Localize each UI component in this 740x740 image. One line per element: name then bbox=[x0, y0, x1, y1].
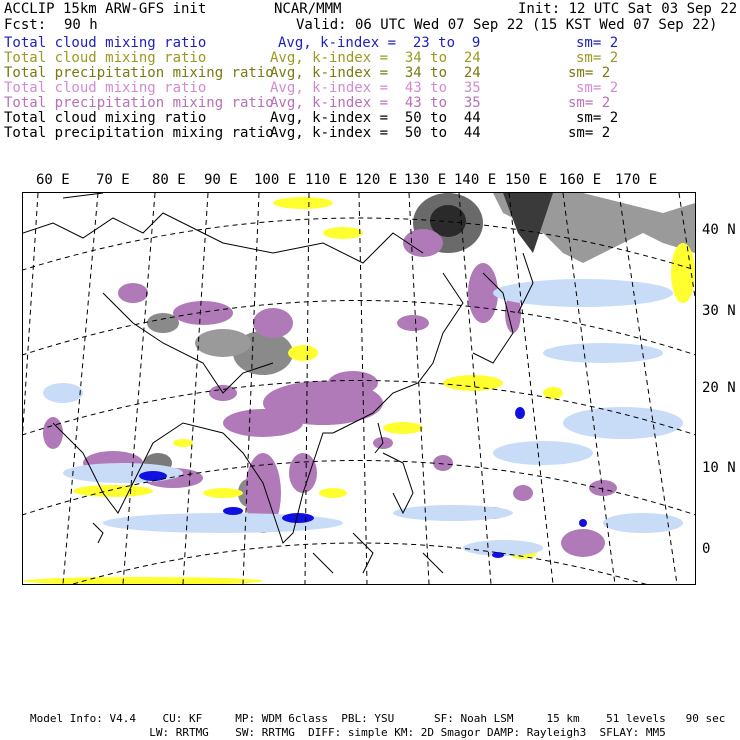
legend-smoothing: sm= 2 bbox=[576, 110, 619, 126]
lat-label: 40 N bbox=[702, 222, 736, 238]
map-panel[interactable] bbox=[22, 192, 696, 585]
forecast-label: Fcst: bbox=[4, 17, 47, 33]
legend-avg: Avg, k-index = 34 to 24 bbox=[270, 65, 481, 81]
legend-avg: Avg, k-index = 50 to 44 bbox=[270, 125, 481, 141]
model-info-line2: LW: RRTMG SW: RRTMG DIFF: simple KM: 2D Smagor DAMP: Rayleigh3 SFLAY: MM5 bbox=[30, 726, 666, 739]
legend-field: Total precipitation mixing ratio bbox=[4, 95, 274, 111]
legend-field: Total cloud mixing ratio bbox=[4, 50, 207, 66]
model-info-line1: Model Info: V4.4 CU: KF MP: WDM 6class PBL: YSU SF: Noah LSM 15 km 51 levels 90 sec bbox=[30, 712, 726, 725]
lon-label: 110 E bbox=[305, 172, 348, 188]
lon-label: 80 E bbox=[152, 172, 186, 188]
lat-label: 0 bbox=[702, 541, 711, 557]
legend-smoothing: sm= 2 bbox=[576, 80, 619, 96]
legend-field: Total cloud mixing ratio bbox=[4, 110, 207, 126]
legend-smoothing: sm= 2 bbox=[568, 125, 611, 141]
lon-label: 120 E bbox=[355, 172, 398, 188]
model-title: ACCLIP 15km ARW-GFS init bbox=[4, 1, 207, 17]
legend-field: Total cloud mixing ratio bbox=[4, 35, 207, 51]
legend-smoothing: sm= 2 bbox=[568, 65, 611, 81]
init-time: Init: 12 UTC Sat 03 Sep 22 bbox=[518, 1, 738, 17]
lon-label: 90 E bbox=[204, 172, 238, 188]
legend-avg: Avg, k-index = 50 to 44 bbox=[270, 110, 481, 126]
map-canvas bbox=[23, 193, 695, 584]
lon-label: 170 E bbox=[615, 172, 658, 188]
lat-label: 30 N bbox=[702, 303, 736, 319]
legend-field: Total cloud mixing ratio bbox=[4, 80, 207, 96]
lat-label: 20 N bbox=[702, 380, 736, 396]
legend-smoothing: sm= 2 bbox=[576, 35, 619, 51]
legend-avg: Avg, k-index = 34 to 24 bbox=[270, 50, 481, 66]
lon-label: 100 E bbox=[254, 172, 297, 188]
lon-label: 140 E bbox=[454, 172, 497, 188]
legend-field: Total precipitation mixing ratio bbox=[4, 125, 274, 141]
lon-label: 130 E bbox=[404, 172, 447, 188]
cloud-field-blue bbox=[139, 407, 587, 558]
lon-label: 70 E bbox=[96, 172, 130, 188]
legend-avg: Avg, k-index = 43 to 35 bbox=[270, 95, 481, 111]
valid-time: Valid: 06 UTC Wed 07 Sep 22 (15 KST Wed 07 Sep 22) bbox=[296, 17, 718, 33]
lon-label: 160 E bbox=[559, 172, 602, 188]
lat-label: 10 N bbox=[702, 460, 736, 476]
lon-label: 60 E bbox=[36, 172, 70, 188]
center-name: NCAR/MMM bbox=[274, 1, 342, 17]
legend-avg: Avg, k-index = 43 to 35 bbox=[270, 80, 481, 96]
legend-avg: Avg, k-index = 23 to 9 bbox=[278, 35, 481, 51]
legend-field: Total precipitation mixing ratio bbox=[4, 65, 274, 81]
legend-smoothing: sm= 2 bbox=[576, 50, 619, 66]
forecast-hour: 90 h bbox=[64, 17, 98, 33]
legend-smoothing: sm= 2 bbox=[568, 95, 611, 111]
lon-label: 150 E bbox=[505, 172, 548, 188]
